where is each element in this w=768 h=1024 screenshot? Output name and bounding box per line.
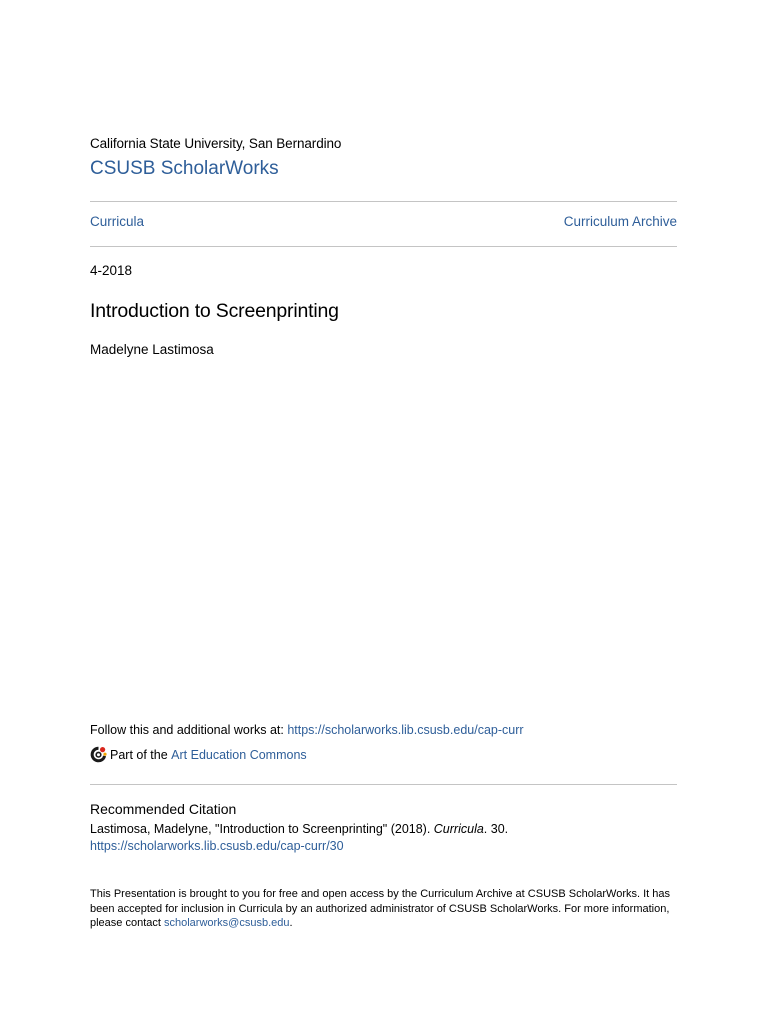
divider-middle: [90, 246, 677, 247]
art-education-commons-link[interactable]: Art Education Commons: [171, 747, 307, 762]
repository-link[interactable]: CSUSB ScholarWorks: [90, 158, 279, 179]
follow-line: [90, 723, 524, 737]
notice-end: .: [289, 917, 293, 929]
access-notice: [90, 887, 670, 931]
institution-name: California State University, San Bernardino: [90, 136, 342, 151]
notice-text: This Presentation is brought to you for free and open access by the Curriculum Archive at CSUSB ScholarWorks. It has been accepted for inclusion in Curricula by an authorized administrator of CSUSB ScholarWorks. For more information, please contact: [90, 888, 671, 929]
commons-network-icon: [90, 746, 107, 763]
work-title: Introduction to Screenprinting: [90, 300, 339, 322]
divider-top: [90, 201, 677, 202]
author-name: Madelyne Lastimosa: [90, 342, 214, 357]
citation-journal: Curricula: [433, 822, 484, 836]
divider-bottom: [90, 784, 677, 785]
part-of-prefix: Part of the: [110, 747, 168, 762]
citation-text: Lastimosa, Madelyne, "Introduction to Screenprinting" (2018).: [90, 822, 434, 836]
contact-email-link[interactable]: scholarworks@csusb.edu: [164, 917, 290, 929]
publication-date: 4-2018: [90, 263, 133, 278]
citation-url-link[interactable]: https://scholarworks.lib.csusb.edu/cap-curr/30: [90, 839, 344, 853]
collection-url-link[interactable]: https://scholarworks.lib.csusb.edu/cap-curr: [287, 723, 524, 737]
citation-heading: Recommended Citation: [90, 801, 237, 817]
citation-block: [90, 821, 677, 855]
series-link[interactable]: Curricula: [90, 214, 145, 229]
citation-number: . 30.: [483, 822, 509, 836]
follow-prefix: Follow this and additional works at:: [90, 723, 288, 737]
archive-link[interactable]: Curriculum Archive: [563, 214, 677, 229]
part-of-line: [90, 746, 307, 763]
